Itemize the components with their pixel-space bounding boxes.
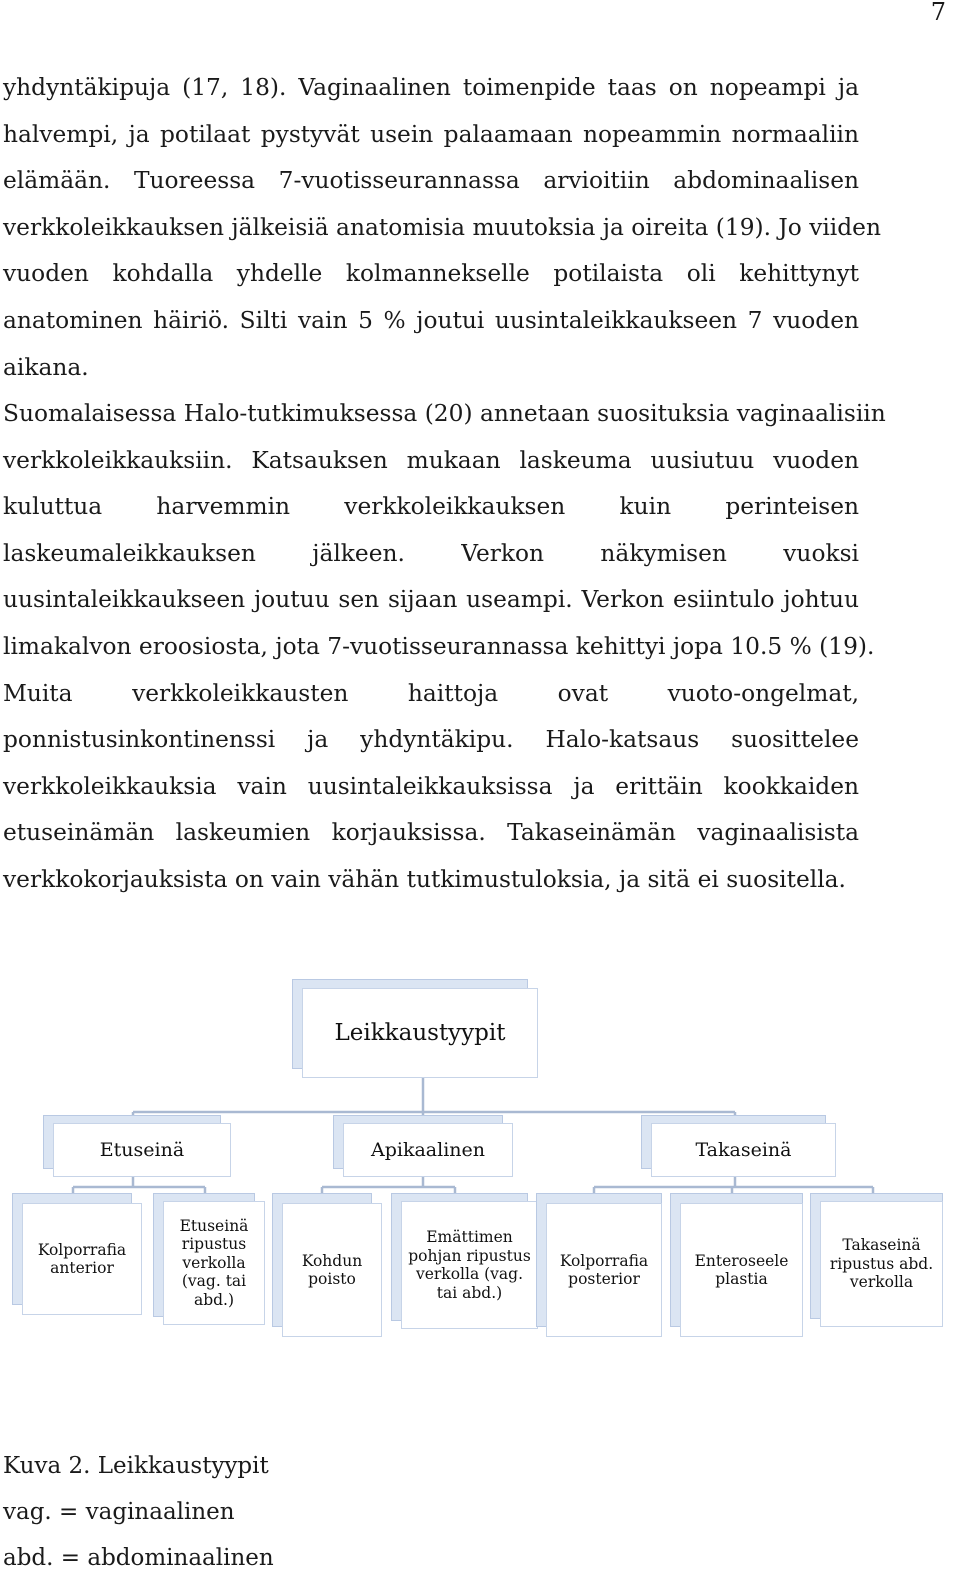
text-line: Muita verkkoleikkausten haittoja ovat vuoto-ongelmat, bbox=[3, 679, 859, 707]
text-line: verkkoleikkauksia vain uusintaleikkauksissa ja erittäin kookkaiden bbox=[3, 772, 859, 800]
text-line: elämään. Tuoreessa 7-vuotisseurannassa arvioitiin abdominaalisen bbox=[3, 167, 859, 195]
text-line: aikana. bbox=[3, 353, 89, 381]
text-line: halvempi, ja potilaat pystyvät usein palaamaan nopeammin normaaliin bbox=[3, 120, 859, 148]
text-line: verkkoleikkauksiin. Katsauksen mukaan laskeuma uusiutuu vuoden bbox=[3, 446, 859, 474]
hierarchy-diagram bbox=[0, 975, 960, 1355]
leaf-kolporrafia-anterior: Kolporrafia anterior bbox=[22, 1203, 142, 1315]
text-line: uusintaleikkaukseen joutuu sen sijaan useampi. Verkon esiintulo johtuu bbox=[3, 586, 859, 614]
leaf-kolporrafia-posterior: Kolporrafia posterior bbox=[546, 1203, 662, 1337]
text-line: ponnistusinkontinenssi ja yhdyntäkipu. Halo-katsaus suosittelee bbox=[3, 726, 859, 754]
node-etuseina: Etuseinä bbox=[53, 1123, 231, 1177]
paragraph-2 bbox=[3, 391, 886, 904]
paragraph-1 bbox=[3, 65, 881, 391]
abbreviation-abd: abd. = abdominaalinen bbox=[3, 1545, 274, 1571]
text-line: anatominen häiriö. Silti vain 5 % joutui uusintaleikkaukseen 7 vuoden bbox=[3, 306, 859, 334]
text-line: vuoden kohdalla yhdelle kolmannekselle potilaista oli kehittynyt bbox=[3, 260, 859, 288]
leaf-kohdun-poisto: Kohdun poisto bbox=[282, 1203, 382, 1337]
leaf-takaseina-ripustus: Takaseinä ripustus abd. verkolla bbox=[820, 1201, 943, 1327]
page-number: 7 bbox=[930, 0, 946, 26]
node-takaseina: Takaseinä bbox=[651, 1123, 836, 1177]
text-line: verkkokorjauksista on vain vähän tutkimustuloksia, ja sitä ei suositella. bbox=[3, 865, 846, 893]
text-line: laskeumaleikkauksen jälkeen. Verkon näkymisen vuoksi bbox=[3, 539, 859, 567]
text-line: etuseinämän laskeumien korjauksissa. Takaseinämän vaginaalisista bbox=[3, 819, 859, 847]
abbreviation-vag: vag. = vaginaalinen bbox=[3, 1499, 235, 1525]
text-line: limakalvon eroosiosta, jota 7-vuotisseurannassa kehittyi jopa 10.5 % (19). bbox=[3, 632, 875, 660]
text-line: yhdyntäkipuja (17, 18). Vaginaalinen toimenpide taas on nopeampi ja bbox=[3, 74, 859, 101]
text-line: Suomalaisessa Halo-tutkimuksessa (20) annetaan suosituksia vaginaalisiin bbox=[3, 400, 886, 427]
node-apikaalinen: Apikaalinen bbox=[343, 1123, 513, 1177]
text-line: verkkoleikkauksen jälkeisiä anatomisia muutoksia ja oireita (19). Jo viiden bbox=[3, 213, 881, 241]
text-line: kuluttua harvemmin verkkoleikkauksen kuin perinteisen bbox=[3, 493, 859, 521]
root-node: Leikkaustyypit bbox=[302, 988, 538, 1078]
leaf-emattimen-pohjan-ripustus: Emättimen pohjan ripustus verkolla (vag. tai abd.) bbox=[401, 1201, 538, 1329]
leaf-enteroseele-plastia: Enteroseele plastia bbox=[680, 1203, 803, 1337]
leaf-etuseina-ripustus: Etuseinä ripustus verkolla (vag. tai abd.) bbox=[163, 1201, 265, 1325]
figure-caption: Kuva 2. Leikkaustyypit bbox=[3, 1453, 269, 1479]
